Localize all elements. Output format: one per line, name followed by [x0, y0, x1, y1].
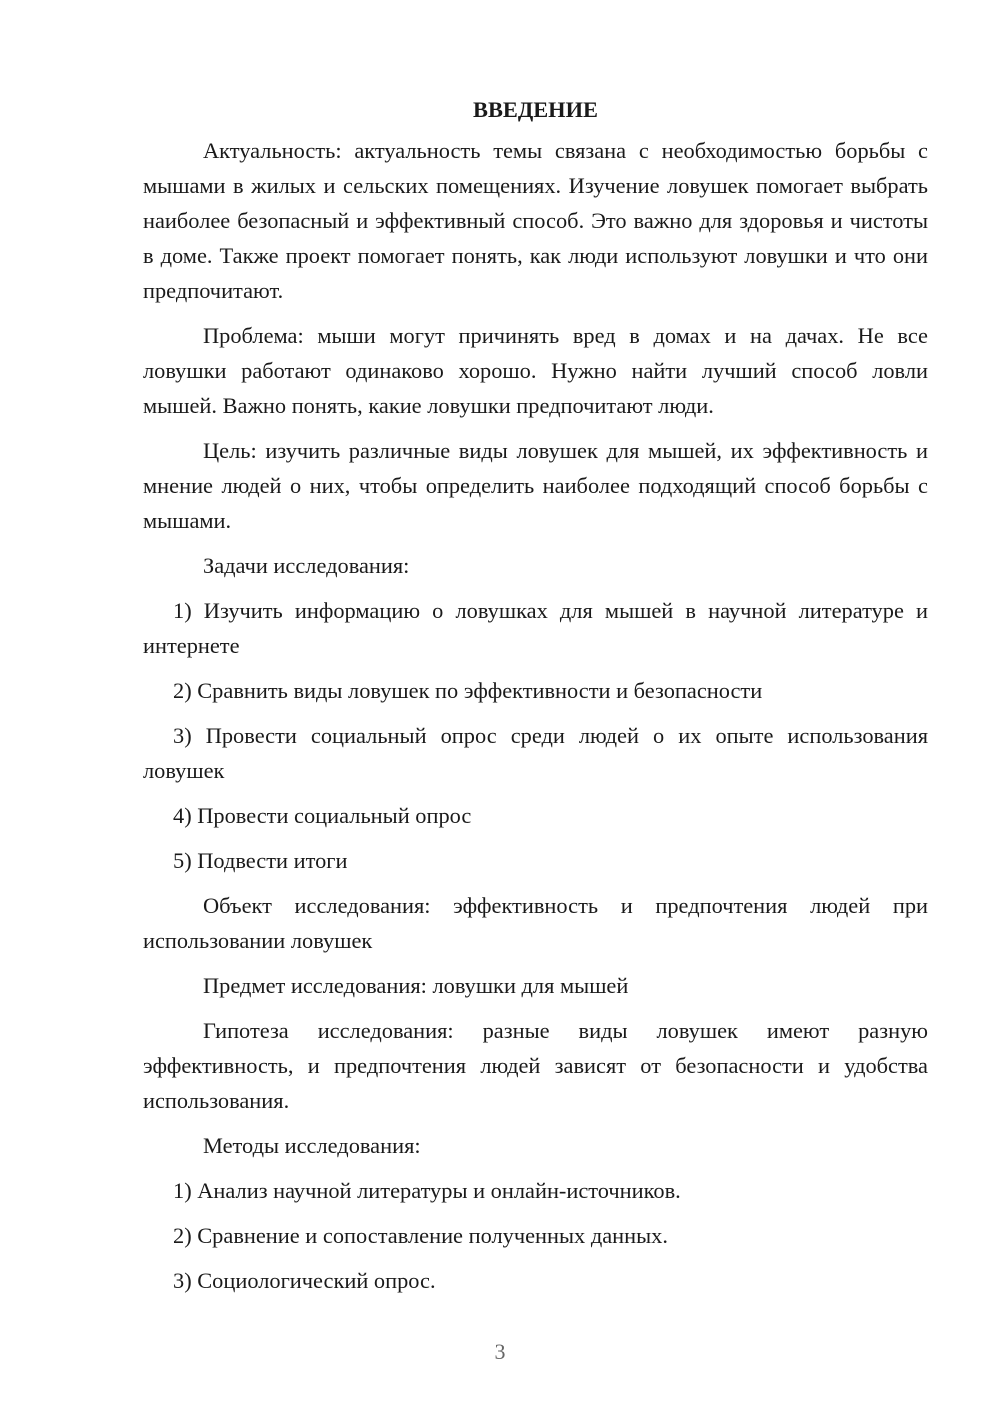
- object-paragraph: Объект исследования: эффективность и предпочтения людей при использовании ловушек: [143, 893, 928, 953]
- page-number: 3: [494, 1339, 506, 1364]
- tasks-heading: Задачи исследования:: [203, 553, 410, 578]
- task-item-4: 4) Провести социальный опрос: [173, 803, 472, 828]
- method-item-2: 2) Сравнение и сопоставление полученных данных.: [173, 1223, 668, 1248]
- page-title: ВВЕДЕНИЕ: [473, 97, 598, 122]
- subject-paragraph: Предмет исследования: ловушки для мышей: [203, 973, 629, 998]
- goal-paragraph: Цель: изучить различные виды ловушек для мышей, их эффективность и мнение людей о них, чтобы определить наиболее подходящий способ борьбы с мышами.: [143, 438, 928, 533]
- relevance-paragraph: Актуальность: актуальность темы связана с необходимостью борьбы с мышами в жилых и сельских помещениях. Изучение ловушек помогает выбрать наиболее безопасный и эффективный способ. Это важно для здоровья и чистоты в доме. Также проект помогает понять, как люди используют ловушки и что они предпочитают.: [143, 138, 928, 303]
- page-content: [143, 92, 928, 1308]
- task-item-5: 5) Подвести итоги: [173, 848, 348, 873]
- task-item-1: 1) Изучить информацию о ловушках для мышей в научной литературе и интернете: [143, 598, 928, 658]
- task-item-2: 2) Сравнить виды ловушек по эффективности и безопасности: [173, 678, 763, 703]
- problem-paragraph: Проблема: мыши могут причинять вред в домах и на дачах. Не все ловушки работают одинаково хорошо. Нужно найти лучший способ ловли мышей. Важно понять, какие ловушки предпочитают люди.: [143, 323, 928, 418]
- hypothesis-paragraph: Гипотеза исследования: разные виды ловушек имеют разную эффективность, и предпочтения людей зависят от безопасности и удобства использования.: [143, 1018, 928, 1113]
- methods-heading: Методы исследования:: [203, 1133, 421, 1158]
- task-item-3: 3) Провести социальный опрос среди людей о их опыте использования ловушек: [143, 723, 928, 783]
- method-item-3: 3) Социологический опрос.: [173, 1268, 436, 1293]
- method-item-1: 1) Анализ научной литературы и онлайн-источников.: [173, 1178, 681, 1203]
